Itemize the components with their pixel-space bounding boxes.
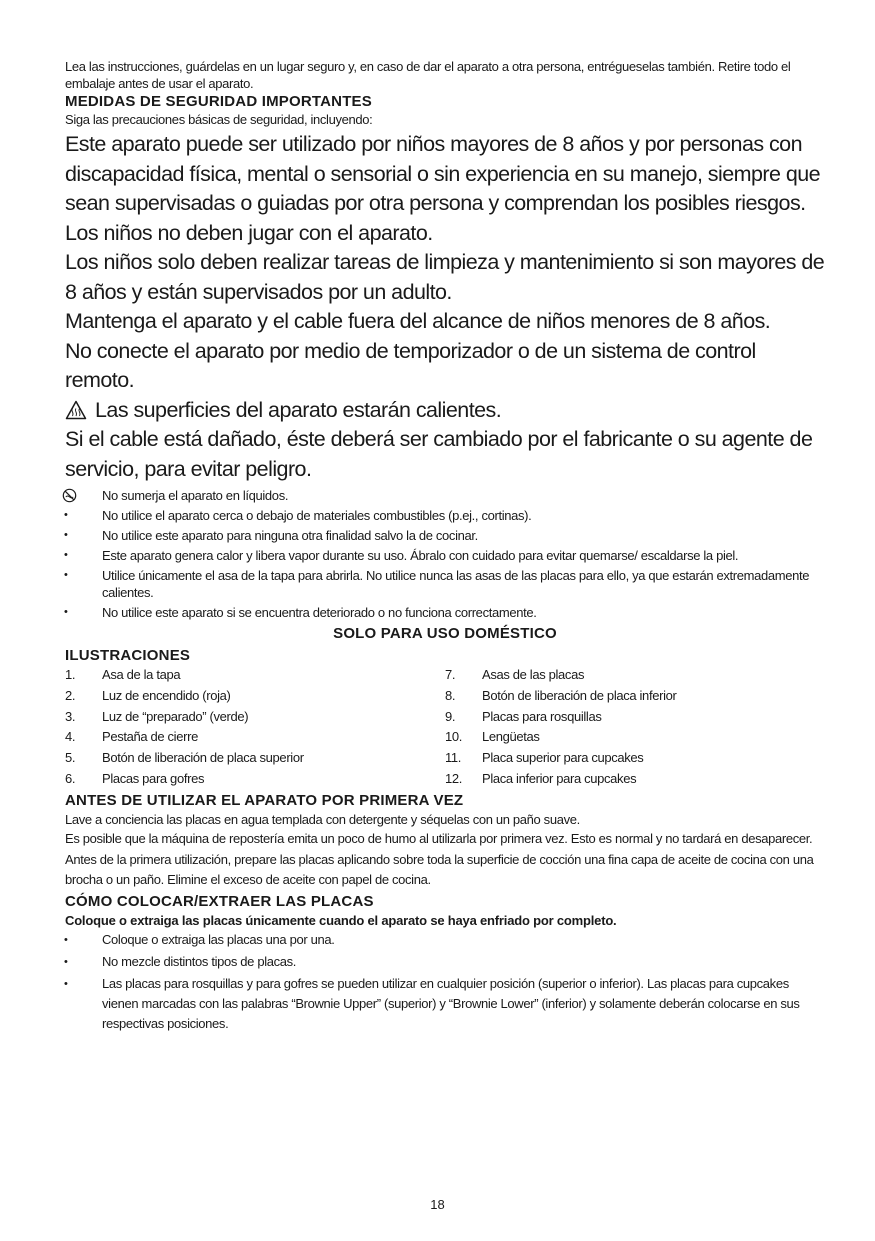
before-use-paragraph-2: Es posible que la máquina de repostería emita un poco de humo al utilizarla por primera vez. Esto es normal y no tardará en desaparecer. — [65, 831, 813, 847]
illustrations-left-column — [65, 665, 445, 790]
before-use-paragraph-3: Antes de la primera utilización, prepare las placas aplicando sobre toda la superficie de cocción una fina capa de aceite de cocina con una brocha o un paño. Elimine el exceso de aceite con papel de cocina. — [65, 851, 814, 888]
illustrations-heading: ILUSTRACIONES — [65, 647, 191, 664]
list-item: 11. Placa superior para cupcakes — [445, 750, 644, 766]
illustrations-right-column — [445, 665, 825, 790]
list-item: 7. Asas de las placas — [445, 667, 585, 682]
domestic-use-heading: SOLO PARA USO DOMÉSTICO — [333, 625, 557, 642]
list-item — [65, 487, 825, 504]
list-item: • No utilice el aparato cerca o debajo de materiales combustibles (p.ej., cortinas). — [65, 507, 825, 524]
hot-surface-warning — [65, 396, 825, 426]
before-use-heading: ANTES DE UTILIZAR EL APARATO POR PRIMERA VEZ — [65, 791, 464, 809]
safety-heading: MEDIDAS DE SEGURIDAD IMPORTANTES — [65, 93, 372, 110]
list-item: 6. Placas para gofres — [65, 770, 205, 786]
list-item: • No mezcle distintos tipos de placas. — [65, 952, 825, 972]
no-immerse-text: No sumerja el aparato en líquidos. — [102, 488, 289, 503]
safety-subheading: Siga las precauciones básicas de seguridad, incluyendo: — [65, 112, 373, 127]
safety-list — [65, 487, 825, 621]
list-item: 12. Placa inferior para cupcakes — [445, 770, 637, 786]
before-use-paragraph-1: Lave a conciencia las placas en agua templada con detergente y séquelas con un paño suave. — [65, 811, 580, 827]
list-item: 9. Placas para rosquillas — [445, 708, 602, 724]
safety-warning-children: Este aparato puede ser utilizado por niños mayores de 8 años y por personas con discapacidad física, mental o sensorial o sin experiencia en su manejo, siempre que sean supervisadas o guiadas por otra persona y comprendan los posibles riesgos. — [65, 132, 821, 215]
safety-warning-play: Los niños no deben jugar con el aparato. — [65, 220, 433, 245]
safety-warning-timer: No conecte el aparato por medio de temporizador o de un sistema de control remoto. — [65, 338, 756, 392]
list-item: • Las placas para rosquillas y para gofres se pueden utilizar en cualquier posición (superior o inferior). Las placas para cupcakes vienen marcadas con las palabras “Brownie Upper” (superior) y “Brownie Lower” (inferior) y solamente deberán colocarse en sus respectivas posiciones. — [65, 974, 825, 1034]
list-item: 1. Asa de la tapa — [65, 667, 181, 682]
safety-warning-damaged-cable: Si el cable está dañado, éste deberá ser cambiado por el fabricante o su agente de servicio, para evitar peligro. — [65, 427, 813, 481]
safety-warning-cleaning: Los niños solo deben realizar tareas de limpieza y mantenimiento si son mayores de 8 años y están supervisados por un adulto. — [65, 250, 825, 304]
list-item: 2. Luz de encendido (roja) — [65, 687, 231, 703]
list-item: • Coloque o extraiga las placas una por una. — [65, 930, 825, 950]
plates-note: Coloque o extraiga las placas únicamente cuando el aparato se haya enfriado por completo. — [65, 912, 617, 928]
list-item: • Este aparato genera calor y libera vapor durante su uso. Ábralo con cuidado para evitar quemarse/ escaldarse la piel. — [65, 547, 825, 564]
safety-warning-cable-reach: Mantenga el aparato y el cable fuera del alcance de niños menores de 8 años. — [65, 309, 771, 333]
plates-heading: CÓMO COLOCAR/EXTRAER LAS PLACAS — [65, 892, 374, 910]
hot-surface-icon — [65, 399, 91, 421]
list-item: • No utilice este aparato para ninguna otra finalidad salvo la de cocinar. — [65, 527, 825, 544]
list-item: • No utilice este aparato si se encuentra deteriorado o no funciona correctamente. — [65, 604, 825, 621]
list-item: 10. Lengüetas — [445, 729, 540, 745]
intro-text: Lea las instrucciones, guárdelas en un lugar seguro y, en caso de dar el aparato a otra persona, entrégueselas también. Retire todo el embalaje antes de usar el aparato. — [65, 59, 791, 91]
plates-list — [65, 930, 825, 1034]
manual-page — [65, 58, 825, 1036]
list-item: 5. Botón de liberación de placa superior — [65, 750, 304, 766]
page-number: 18 — [430, 1197, 445, 1212]
list-item: 8. Botón de liberación de placa inferior — [445, 687, 677, 703]
illustrations-list — [65, 665, 825, 790]
list-item: 3. Luz de “preparado” (verde) — [65, 708, 249, 724]
no-immerse-icon — [62, 488, 77, 503]
list-item: 4. Pestaña de cierre — [65, 729, 198, 745]
list-item: • Utilice únicamente el asa de la tapa para abrirla. No utilice nunca las asas de las placas para ello, ya que estarán extremadamente calientes. — [65, 567, 825, 601]
hot-surface-text: Las superficies del aparato estarán calientes. — [95, 397, 502, 422]
